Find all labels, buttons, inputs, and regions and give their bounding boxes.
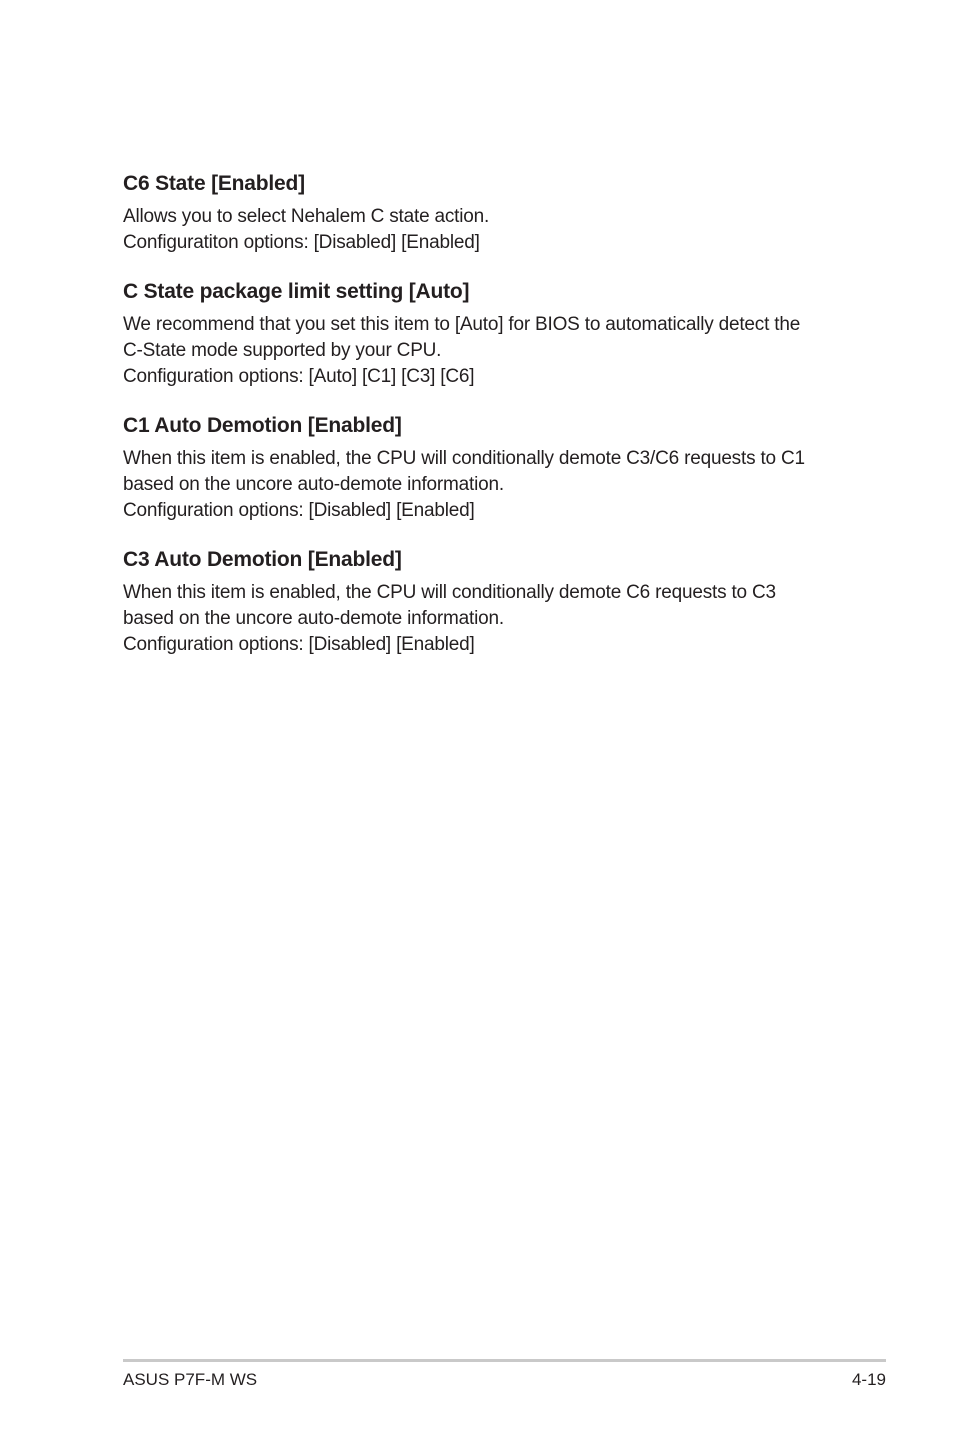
description-line: based on the uncore auto-demote information. xyxy=(123,608,504,629)
description-line: When this item is enabled, the CPU will conditionally demote C3/C6 requests to C1 xyxy=(123,448,805,469)
description-line: Allows you to select Nehalem C state action. xyxy=(123,206,490,227)
section-c3-auto-demotion xyxy=(123,546,843,658)
section-c1-auto-demotion xyxy=(123,412,843,524)
footer-divider xyxy=(123,1359,886,1362)
section-c-state-package-limit xyxy=(123,278,843,390)
section-title: C6 State [Enabled] xyxy=(123,172,305,195)
description-line: based on the uncore auto-demote information. xyxy=(123,474,504,495)
section-title: C State package limit setting [Auto] xyxy=(123,280,470,303)
options-line: Configuration options: [Disabled] [Enabled] xyxy=(123,634,475,655)
footer-product-name: ASUS P7F-M WS xyxy=(123,1370,258,1389)
section-body xyxy=(123,204,843,256)
section-body xyxy=(123,446,843,524)
section-body xyxy=(123,312,843,390)
options-line: Configuration options: [Disabled] [Enabled] xyxy=(123,500,475,521)
section-body xyxy=(123,580,843,658)
description-line: C-State mode supported by your CPU. xyxy=(123,340,442,361)
section-title: C1 Auto Demotion [Enabled] xyxy=(123,414,402,437)
page-content xyxy=(123,170,843,680)
description-line: When this item is enabled, the CPU will conditionally demote C6 requests to C3 xyxy=(123,582,776,603)
footer-page-number: 4-19 xyxy=(851,1370,886,1389)
section-title: C3 Auto Demotion [Enabled] xyxy=(123,548,402,571)
options-line: Configuration options: [Auto] [C1] [C3] [C6] xyxy=(123,366,475,387)
options-line: Configuratiton options: [Disabled] [Enabled] xyxy=(123,232,480,253)
section-c6-state xyxy=(123,170,843,256)
description-line: We recommend that you set this item to [Auto] for BIOS to automatically detect the xyxy=(123,314,801,335)
